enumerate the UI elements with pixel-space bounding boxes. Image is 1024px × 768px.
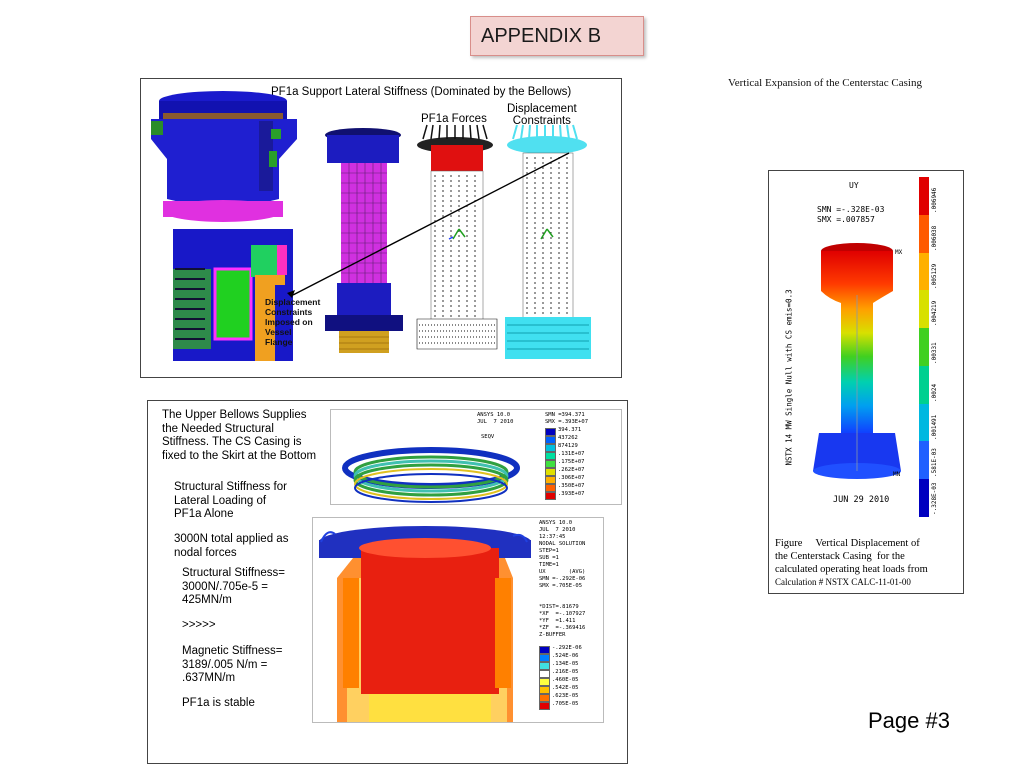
legend-swatch <box>545 476 556 484</box>
caption-line-4: Calculation # NSTX CALC-11-01-00 <box>775 577 911 587</box>
color-scale-band <box>919 215 929 253</box>
color-scale-label: -.328E-03 <box>931 482 938 516</box>
smx-value: SMX =.007857 <box>817 215 875 224</box>
legend-swatch <box>545 468 556 476</box>
legend-swatch <box>545 436 556 444</box>
legend-label: .393E+07 <box>558 491 585 497</box>
legend-entry <box>545 492 619 499</box>
legend-swatch <box>545 484 556 492</box>
legend-entry <box>545 484 619 491</box>
color-scale-label: .005129 <box>931 263 938 289</box>
legend-label: .131E+07 <box>558 451 585 457</box>
magnetic-stiffness-value: Magnetic Stiffness= 3189/.005 N/m = .637MN/m <box>182 645 283 684</box>
figure-caption <box>775 537 959 589</box>
bellows-model-3d <box>151 91 297 222</box>
forces-label: PF1a Forces <box>421 113 487 125</box>
color-scale-label: .006038 <box>931 225 938 251</box>
lateral-stiffness-figure <box>140 78 622 378</box>
legend-label: .350E+07 <box>558 483 585 489</box>
stability-conclusion: PF1a is stable <box>182 697 255 709</box>
legend-entry <box>539 678 603 685</box>
ansys2-legend <box>539 646 603 718</box>
plot-date: JUN 29 2010 <box>833 495 890 505</box>
color-scale-label: .0024 <box>931 383 938 402</box>
legend-swatch <box>545 444 556 452</box>
uy-label: UY <box>849 181 859 190</box>
legend-label: .623E-05 <box>552 693 579 699</box>
displacement-callout: Displacement Constraints Imposed on Vessel Flange <box>265 297 321 347</box>
legend-entry <box>539 686 603 693</box>
legend-entry <box>545 436 619 443</box>
legend-label: .134E-05 <box>552 661 579 667</box>
legend-entry <box>545 460 619 467</box>
right-figure-header: Vertical Expansion of the Centerstac Casing <box>728 77 922 89</box>
color-scale-label: .004219 <box>931 301 938 327</box>
caption-line-2: the Centerstack Casing for the <box>775 551 905 562</box>
legend-entry <box>539 662 603 669</box>
legend-swatch <box>545 452 556 460</box>
legend-label: 437262 <box>558 435 578 441</box>
color-scale-band <box>919 290 929 328</box>
structural-stiffness-value: Structural Stiffness= 3000N/.705e-5 = 425MN/m <box>182 567 286 606</box>
arrows-note: >>>>> <box>182 619 216 631</box>
legend-swatch <box>545 428 556 436</box>
vertical-expansion-figure <box>768 170 964 594</box>
bellows-note: The Upper Bellows Supplies the Needed Structural Stiffness. The CS Casing is fixed to the Skirt at the Bottom <box>162 409 317 462</box>
legend-entry <box>539 702 603 709</box>
structural-stiffness-figure <box>147 400 628 764</box>
ansys1-legend <box>545 428 619 504</box>
legend-entry <box>545 428 619 435</box>
displacement-constraints-model <box>505 125 591 359</box>
legend-label: .705E-05 <box>552 701 579 707</box>
page-number: Page #3 <box>868 708 950 733</box>
caption-line-1: Figure Vertical Displacement of <box>775 538 920 549</box>
legend-entry <box>539 670 603 677</box>
ansys2-view: *DIST=.81679 *XF =-.107927 *YF =1.411 *ZF =-.369416 Z-BUFFER <box>539 604 586 638</box>
casing-ux-contour <box>313 518 537 722</box>
lateral-loading-note: Structural Stiffness for Lateral Loading of PF1a Alone <box>174 481 287 520</box>
legend-label: .542E-05 <box>552 685 579 691</box>
legend-entry <box>545 452 619 459</box>
legend-label: .216E-05 <box>552 669 579 675</box>
legend-label: .460E-05 <box>552 677 579 683</box>
legend-entry <box>539 654 603 661</box>
legend-swatch <box>539 670 550 678</box>
legend-label: -.292E-06 <box>552 645 582 651</box>
color-scale <box>919 177 929 517</box>
side-caption: NSTX 14 MW Single Null with CS emis=0.3 <box>784 289 794 466</box>
color-scale-band <box>919 366 929 404</box>
legend-swatch <box>545 492 556 500</box>
color-scale-band <box>919 441 929 479</box>
legend-swatch <box>539 694 550 702</box>
mn-marker: MN <box>893 471 901 478</box>
legend-entry <box>545 444 619 451</box>
displacement-contour-model <box>769 171 919 491</box>
legend-entry <box>539 694 603 701</box>
legend-label: .306E+07 <box>558 475 585 481</box>
color-scale-labels <box>931 177 957 517</box>
figure-title: PF1a Support Lateral Stiffness (Dominated by the Bellows) <box>271 86 572 98</box>
legend-label: .524E-06 <box>552 653 579 659</box>
legend-label: .175E+07 <box>558 459 585 465</box>
color-scale-band <box>919 404 929 442</box>
caption-line-3: calculated operating heat loads from <box>775 564 928 575</box>
color-scale-band <box>919 328 929 366</box>
fea-models-graphic <box>141 79 621 377</box>
appendix-title: APPENDIX B <box>470 16 644 56</box>
casing-mesh-model <box>325 128 403 353</box>
color-scale-label: .006946 <box>931 187 938 213</box>
legend-entry <box>545 468 619 475</box>
legend-entry <box>545 476 619 483</box>
color-scale-label: .00331 <box>931 342 938 365</box>
legend-swatch <box>539 662 550 670</box>
color-scale-band <box>919 253 929 291</box>
legend-swatch <box>539 686 550 694</box>
ansys-ux-plot <box>312 517 604 723</box>
legend-label: .262E+07 <box>558 467 585 473</box>
legend-swatch <box>539 654 550 662</box>
color-scale-label: .001491 <box>931 414 938 440</box>
pf1a-forces-model <box>417 125 497 349</box>
legend-label: 874129 <box>558 443 578 449</box>
smn-value: SMN =-.328E-03 <box>817 205 885 214</box>
ansys1-stats: SMN =394.371 SMX =.393E+07 <box>545 412 589 425</box>
color-scale-label: .581E-03 <box>931 448 938 478</box>
legend-label: 394.371 <box>558 427 582 433</box>
legend-swatch <box>539 702 550 710</box>
ansys1-header: ANSYS 10.0 JUL 7 2010 <box>477 412 514 425</box>
displacement-label: Displacement Constraints <box>507 103 577 127</box>
ansys2-header: ANSYS 10.0 JUL 7 2010 12:37:45 NODAL SOLUTION STEP=1 SUB =1 TIME=1 UX (AVG) SMN =-.292E-06 SMX =.705E-05 <box>539 520 586 589</box>
legend-swatch <box>545 460 556 468</box>
color-scale-band <box>919 479 929 517</box>
legend-swatch <box>539 646 550 654</box>
legend-entry <box>539 646 603 653</box>
legend-swatch <box>539 678 550 686</box>
ansys-seqv-plot <box>330 409 622 505</box>
ansys1-seqv: SEQV <box>481 434 495 440</box>
color-scale-band <box>919 177 929 215</box>
mx-marker: MX <box>895 249 903 256</box>
nodal-forces-note: 3000N total applied as nodal forces <box>174 533 289 559</box>
bellows-ring-contour <box>331 432 543 504</box>
